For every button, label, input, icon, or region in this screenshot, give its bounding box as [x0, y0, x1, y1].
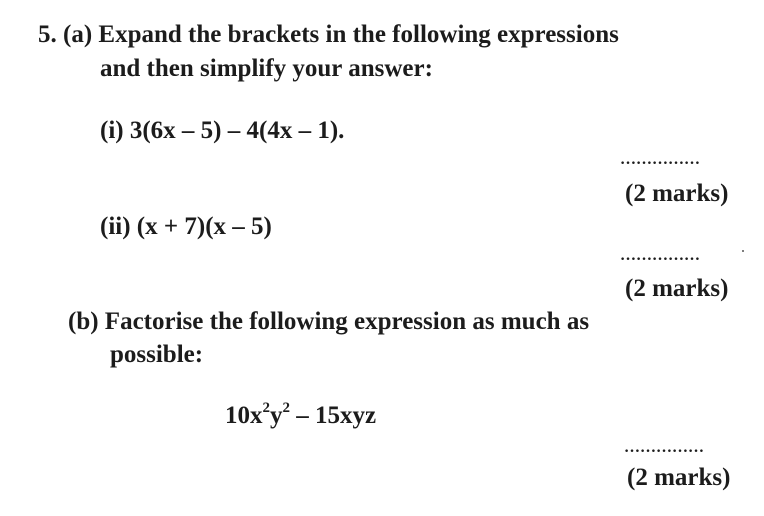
part-i-expression: (i) 3(6x – 5) – 4(4x – 1).	[100, 117, 345, 144]
expr-exponent-y: 2	[282, 400, 290, 416]
expr-remainder: – 15xyz	[290, 402, 377, 429]
part-b-instruction-cont: possible:	[110, 341, 204, 368]
expr-variable-y: y	[270, 402, 283, 429]
expr-exponent-x: 2	[262, 400, 270, 416]
scan-speck	[742, 250, 744, 252]
part-a-instruction: and then simplify your answer:	[100, 55, 433, 82]
part-i-answer-line: ……………	[620, 151, 700, 168]
part-ii-expression: (ii) (x + 7)(x – 5)	[100, 213, 272, 240]
part-b-expression	[225, 400, 377, 429]
part-b-answer-line: ……………	[624, 439, 704, 456]
part-ii-answer-line: ……………	[620, 247, 700, 264]
expr-coefficient: 10x	[225, 402, 263, 429]
part-b-marks: (2 marks)	[627, 464, 731, 491]
question-heading: 5. (a) Expand the brackets in the following expressions	[38, 21, 619, 48]
part-i-marks: (2 marks)	[625, 180, 729, 207]
part-b-instruction: (b) Factorise the following expression as much as	[68, 308, 590, 335]
part-ii-marks: (2 marks)	[625, 275, 729, 302]
